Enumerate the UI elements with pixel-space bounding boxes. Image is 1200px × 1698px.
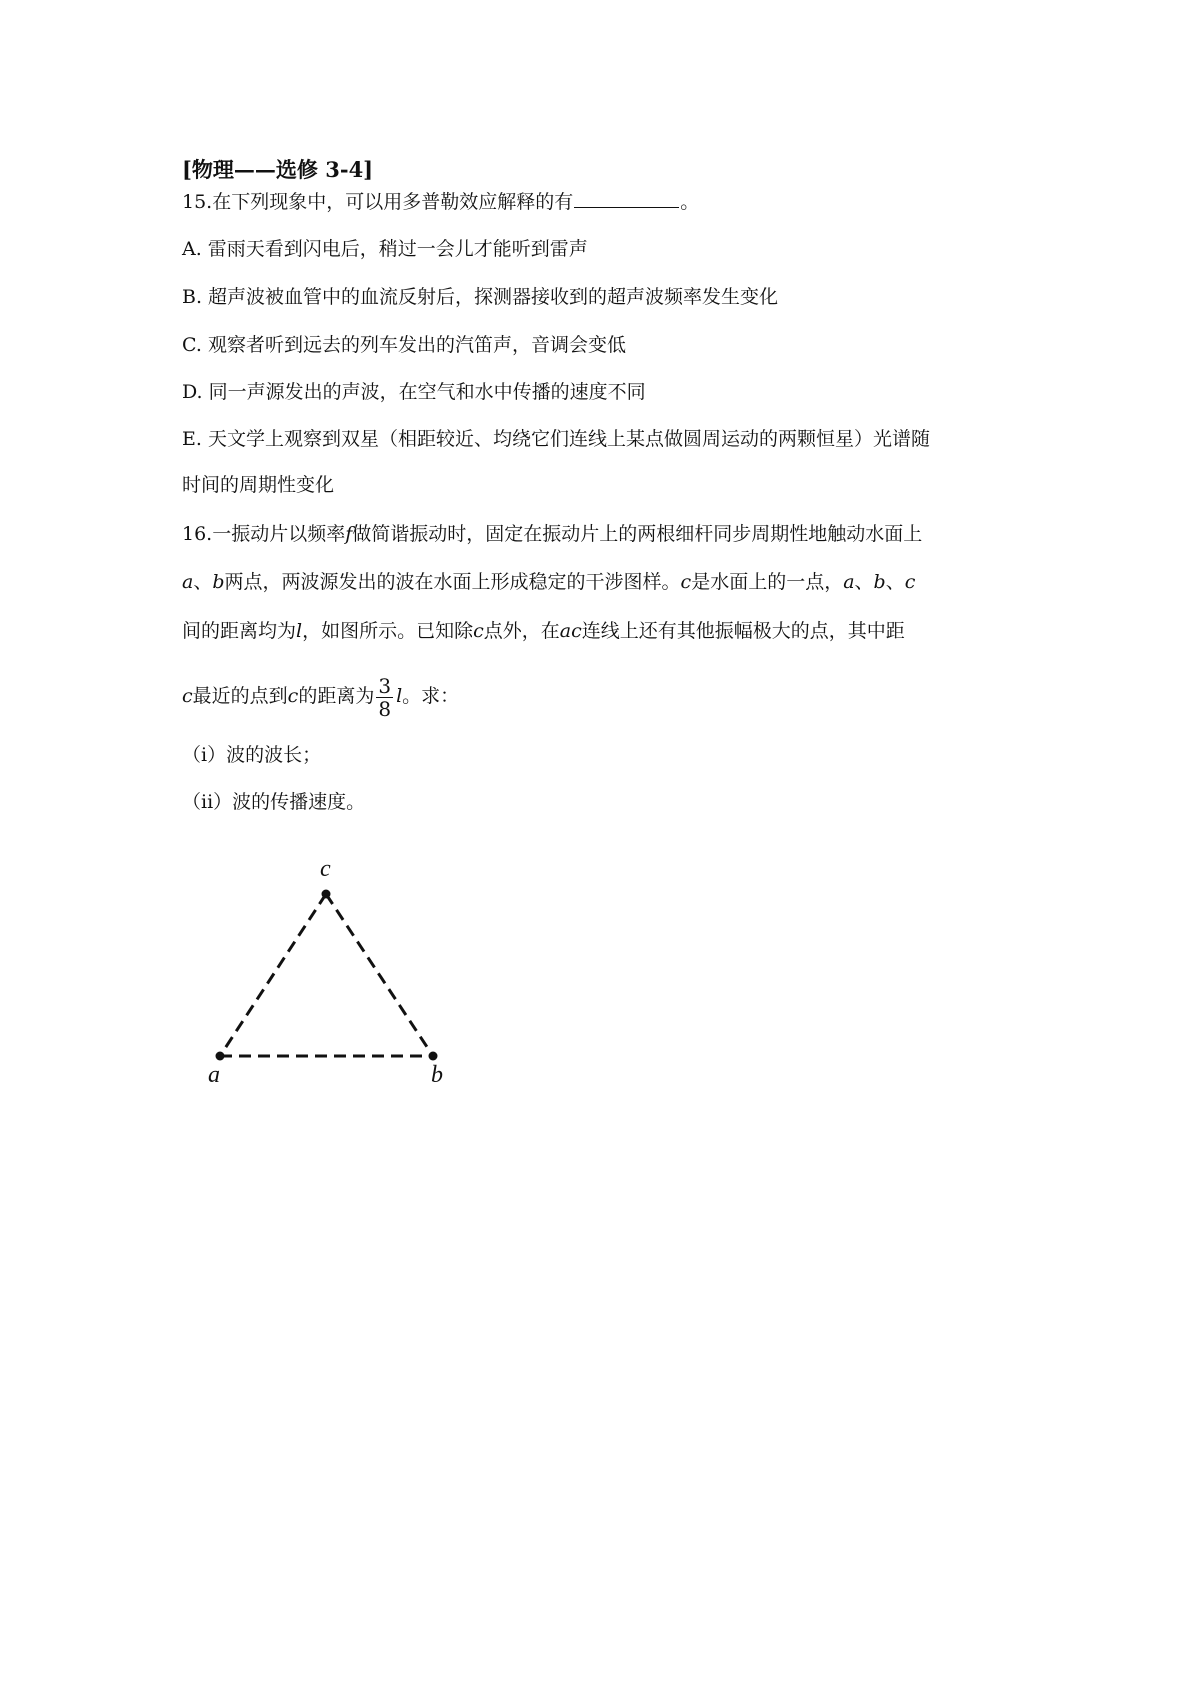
q16-part1: （i）波的波长； xyxy=(182,744,322,766)
point-b xyxy=(429,1052,438,1061)
symbol-f: f xyxy=(345,523,353,545)
fraction-denominator: 8 xyxy=(378,696,392,721)
symbol-a: a xyxy=(182,571,194,593)
q16-text: 间的距离均为 xyxy=(182,620,297,642)
section-heading: [物理——选修 3-4] xyxy=(182,157,374,182)
symbol-b: b xyxy=(212,571,225,593)
q15-option-a: A. 雷雨天看到闪电后，稍过一会儿才能听到雷声 xyxy=(182,238,588,260)
label-c: c xyxy=(320,856,331,882)
q15-stem-text: 15.在下列现象中，可以用多普勒效应解释的有 xyxy=(182,191,574,213)
q16-text: 、 xyxy=(854,571,874,593)
q16-line4 xyxy=(182,672,459,720)
symbol-c: c xyxy=(287,685,299,707)
symbol-l: l xyxy=(396,685,403,707)
q16-text: ，如图所示。已知除 xyxy=(302,620,474,642)
symbol-l: l xyxy=(296,620,303,642)
q16-text: 连线上还有其他振幅极大的点，其中距 xyxy=(581,620,905,642)
fraction-numerator: 3 xyxy=(378,673,392,698)
q16-text: 、 xyxy=(193,571,213,593)
q16-text: 点外，在 xyxy=(483,620,560,642)
q15-stem xyxy=(182,189,699,214)
side-ac xyxy=(220,894,326,1056)
q16-text: 是水面上的一点， xyxy=(691,571,844,593)
q15-stem-end: 。 xyxy=(680,191,700,213)
point-a xyxy=(216,1052,225,1061)
symbol-c: c xyxy=(182,685,193,707)
q16-text: 16.一振动片以频率 xyxy=(182,523,346,545)
q16-line3 xyxy=(182,619,905,643)
q16-text: 、 xyxy=(885,571,905,593)
side-bc xyxy=(326,894,433,1056)
triangle-figure xyxy=(180,840,460,1090)
q15-option-b: B. 超声波被血管中的血流反射后，探测器接收到的超声波频率发生变化 xyxy=(182,286,779,308)
fraction xyxy=(376,675,393,720)
q16-line2 xyxy=(182,570,915,594)
symbol-c: c xyxy=(680,571,692,593)
label-a: a xyxy=(208,1062,220,1088)
q15-option-d: D. 同一声源发出的声波，在空气和水中传播的速度不同 xyxy=(182,381,646,403)
q16-line1 xyxy=(182,522,922,546)
q15-option-e-line1: E. 天文学上观察到双星（相距较近、均绕它们连线上某点做圆周运动的两颗恒星）光谱随 xyxy=(182,428,930,450)
q15-option-e-line2: 时间的周期性变化 xyxy=(182,474,335,496)
label-b: b xyxy=(431,1062,443,1088)
q15-option-c: C. 观察者听到远去的列车发出的汽笛声，音调会变低 xyxy=(182,334,626,356)
q16-text: 做简谐振动时，固定在振动片上的两根细杆同步周期性地触动水面上 xyxy=(352,523,923,545)
symbol-ac: ac xyxy=(559,620,582,642)
symbol-c: c xyxy=(473,620,484,642)
symbol-a: a xyxy=(843,571,855,593)
q16-text: 两点，两波源发出的波在水面上形成稳定的干涉图样。 xyxy=(224,571,681,593)
symbol-b: b xyxy=(873,571,886,593)
q16-text: 的距离为 xyxy=(298,685,375,707)
answer-blank[interactable] xyxy=(574,189,679,208)
symbol-c: c xyxy=(904,571,916,593)
q16-part2: （ii）波的传播速度。 xyxy=(182,791,366,813)
q16-text: 最近的点到 xyxy=(192,685,288,707)
q16-text: 。求： xyxy=(402,685,460,707)
point-c xyxy=(322,890,331,899)
